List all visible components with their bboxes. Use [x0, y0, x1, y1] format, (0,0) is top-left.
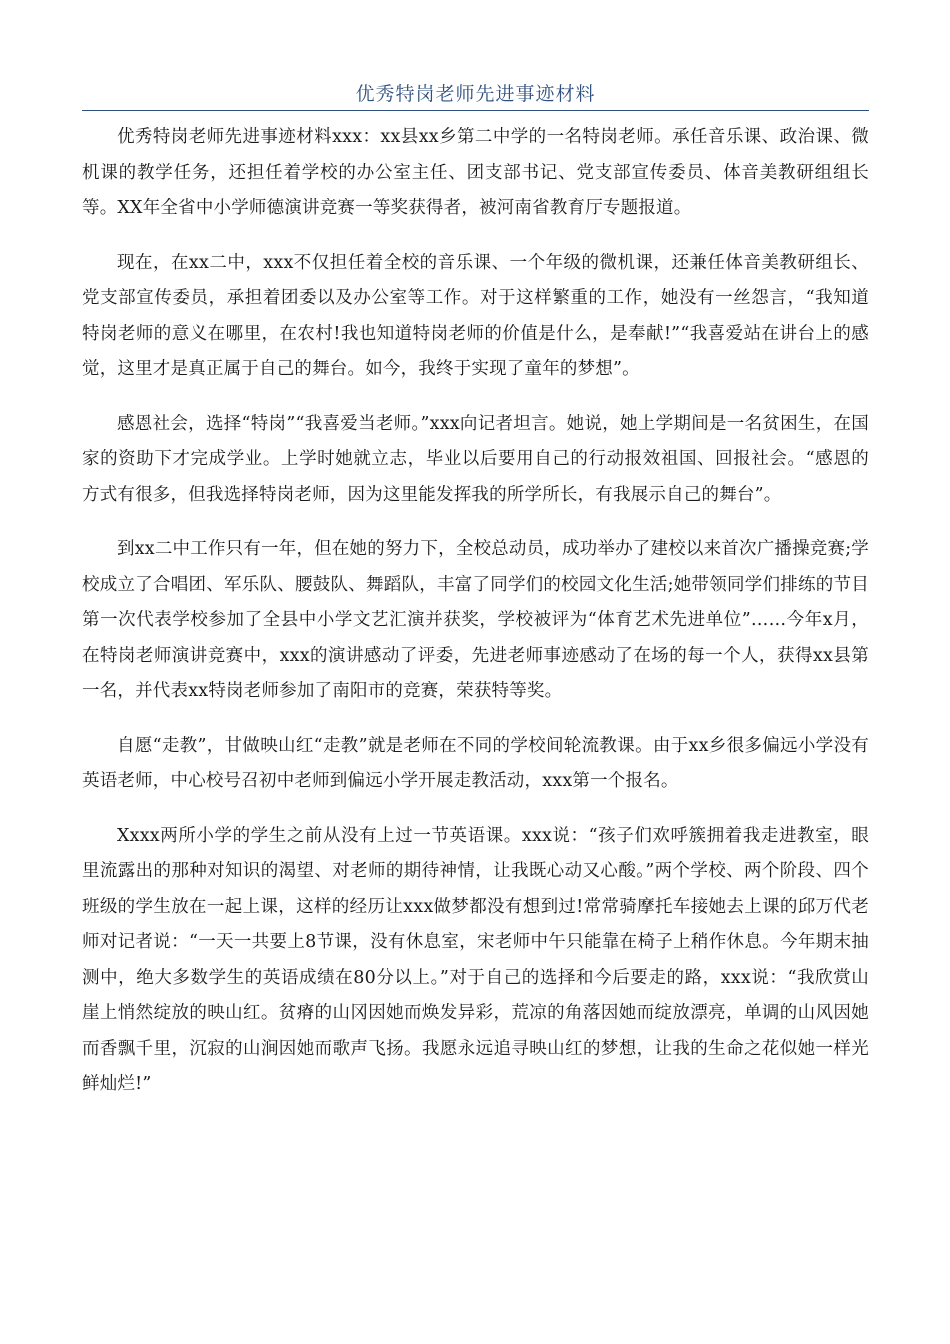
paragraph-english-classes: Xxxx两所小学的学生之前从没有上过一节英语课。xxx说：“孩子们欢呼簇拥着我走进教室，眼里流露出的那种对知识的渴望、对老师的期待神情，让我既心动又心酸。”两个学校、两个阶段、四个班级的学生放在一起上课，这样的经历让xxx做梦都没有想到过!常常骑摩托车接她去上课的邱万代老师对记者说：“一天一共要上8节课，没有休息室，宋老师中午只能靠在椅子上稍作休息。今年期末抽测中，绝大多数学生的英语成绩在80分以上。”对于自己的选择和今后要走的路，xxx说：“我欣赏山崖上悄然绽放的映山红。贫瘠的山冈因她而焕发异彩，荒凉的角落因她而绽放漂亮，单调的山风因她而香飘千里，沉寂的山涧因她而歌声飞扬。我愿永远追寻映山红的梦想，让我的生命之花似她一样光鲜灿烂!”: [82, 825, 869, 1094]
paragraph-intro: 优秀特岗老师先进事迹材料xxx：xx县xx乡第二中学的一名特岗老师。承任音乐课、政治课、微机课的教学任务，还担任着学校的办公室主任、团支部书记、党支部宣传委员、体音美教研组组长等。XX年全省中小学师德演讲竞赛一等奖获得者，被河南省教育厅专题报道。: [82, 127, 869, 218]
paragraph-volunteer-teaching: 自愿“走教”，甘做映山红“走教”就是老师在不同的学校间轮流教课。由于xx乡很多偏远小学没有英语老师，中心校号召初中老师到偏远小学开展走教活动，xxx第一个报名。: [82, 735, 869, 791]
paragraph-gratitude: 感恩社会，选择“特岗”“我喜爱当老师。”xxx向记者坦言。她说，她上学期间是一名贫困生，在国家的资助下才完成学业。上学时她就立志，毕业以后要用自己的行动报效祖国、回报社会。“感恩的方式有很多，但我选择特岗老师，因为这里能发挥我的所学所长，有我展示自己的舞台”。: [82, 413, 869, 505]
page-header: [82, 78, 869, 111]
page-title: 优秀特岗老师先进事迹材料: [355, 83, 596, 105]
paragraph-achievements: 到xx二中工作只有一年，但在她的努力下，全校总动员，成功举办了建校以来首次广播操竞赛;学校成立了合唱团、军乐队、腰鼓队、舞蹈队，丰富了同学们的校园文化生活;她带领同学们排练的节目第一次代表学校参加了全县中小学文艺汇演并获奖，学校被评为“体育艺术先进单位”……今年x月，在特岗老师演讲竞赛中，xxx的演讲感动了评委，先进老师事迹感动了在场的每一个人，获得xx县第一名，并代表xx特岗老师参加了南阳市的竞赛，荣获特等奖。: [82, 539, 869, 701]
paragraph-current-work: 现在，在xx二中，xxx不仅担任着全校的音乐课、一个年级的微机课，还兼任体音美教研组长、党支部宣传委员，承担着团委以及办公室等工作。对于这样繁重的工作，她没有一丝怨言，“我知道特岗老师的意义在哪里，在农村!我也知道特岗老师的价值是什么，是奉献!”“我喜爱站在讲台上的感觉，这里才是真正属于自己的舞台。如今，我终于实现了童年的梦想”。: [82, 252, 869, 379]
document-body: [82, 120, 869, 1122]
